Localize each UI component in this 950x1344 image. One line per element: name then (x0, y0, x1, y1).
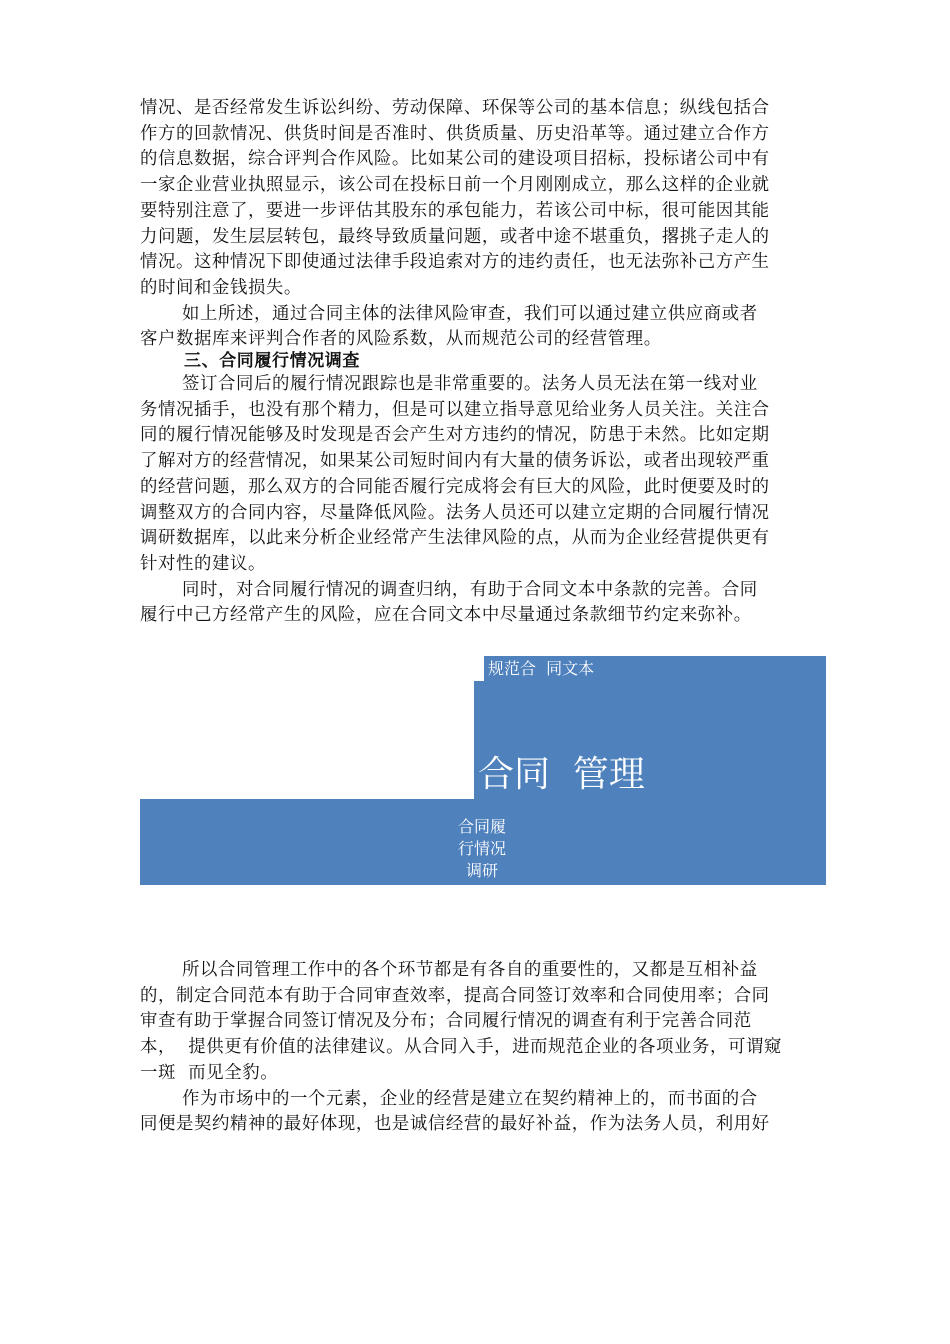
diagram-notch (474, 656, 484, 681)
text-line: 所以合同管理工作中的各个环节都是有各自的重要性的，又都是互相补益 (182, 960, 758, 980)
text-line: 调整双方的合同内容，尽量降低风险。法务人员还可以建立定期的合同履行情况 (140, 502, 770, 523)
text-line: 审查有助于掌握合同签订情况及分布；合同履行情况的调查有利于完善合同范 (140, 1011, 752, 1032)
section-heading: 三、合同履行情况调查 (184, 351, 360, 371)
diagram-label-survey (430, 816, 534, 882)
text-block-3 (140, 958, 825, 1138)
paragraph-continued (140, 96, 825, 302)
contract-management-diagram (140, 656, 826, 885)
diagram-label-line: 行情况 (457, 839, 506, 858)
text-block-1 (140, 96, 825, 353)
text-line: 作方的回款情况、供货时间是否准时、供货质量、历史沿革等。通过建立合作方 (140, 123, 770, 144)
diagram-label-standardize: 规范合 同文本 (488, 659, 595, 678)
text-line: 务情况插手，也没有那个精力，但是可以建立指导意见给业务人员关注。关注合 (140, 399, 770, 420)
diagram-label-line: 合同履 (457, 817, 506, 836)
text-line: 同的履行情况能够及时发现是否会产生对方违约的情况，防患于未然。比如定期 (140, 425, 770, 446)
text-line: 的信息数据，综合评判合作风险。比如某公司的建设项目招标，投标诸公司中有 (140, 149, 770, 170)
text-line: 作为市场中的一个元素，企业的经营是建立在契约精神上的，而书面的合 (182, 1088, 758, 1109)
text-line: 情况、是否经常发生诉讼纠纷、劳动保障、环保等公司的基本信息；纵线包括合 (140, 98, 770, 118)
text-line: 的经营问题，那么双方的合同能否履行完成将会有巨大的风险，此时便要及时的 (140, 476, 770, 497)
text-line: 的，制定合同范本有助于合同审查效率，提高合同签订效率和合同使用率；合同 (140, 985, 770, 1006)
text-line: 针对性的建议。 (140, 553, 266, 574)
paragraph-summary (140, 302, 825, 353)
text-line: 的时间和金钱损失。 (140, 277, 302, 298)
text-line: 签订合同后的履行情况跟踪也是非常重要的。法务人员无法在第一线对业 (182, 374, 758, 394)
diagram-label-management: 合同 管理 (478, 754, 645, 795)
text-line: 如上所述，通过合同主体的法律风险审查，我们可以通过建立供应商或者 (182, 303, 758, 324)
text-line: 同时，对合同履行情况的调查归纳，有助于合同文本中条款的完善。合同 (182, 579, 758, 600)
text-line: 力问题，发生层层转包，最终导致质量问题，或者中途不堪重负，撂挑子走人的 (140, 226, 770, 247)
text-line: 一斑 而见全豹。 (140, 1062, 279, 1083)
paragraph-market (140, 1087, 825, 1138)
text-line: 履行中己方经常产生的风险，应在合同文本中尽量通过条款细节约定来弥补。 (140, 605, 752, 626)
text-block-2 (140, 372, 825, 629)
text-line: 了解对方的经营情况，如果某公司短时间内有大量的债务诉讼，或者出现较严重 (140, 451, 770, 472)
text-line: 一家企业营业执照显示，该公司在投标日前一个月刚刚成立，那么这样的企业就 (140, 175, 770, 196)
text-line: 本， 提供更有价值的法律建议。从合同入手，进而规范企业的各项业务，可谓窥 (140, 1037, 782, 1058)
paragraph-performance (140, 372, 825, 578)
text-line: 同便是契约精神的最好体现，也是诚信经营的最好补益，作为法务人员，利用好 (140, 1114, 770, 1135)
text-line: 客户数据库来评判合作者的风险系数，从而规范公司的经营管理。 (140, 329, 662, 350)
text-line: 情况。这种情况下即使通过法律手段追索对方的违约责任，也无法弥补己方产生 (140, 252, 770, 273)
text-line: 要特别注意了，要进一步评估其股东的承包能力，若该公司中标，很可能因其能 (140, 200, 770, 221)
paragraph-conclusion (140, 958, 825, 1087)
paragraph-meanwhile (140, 578, 825, 629)
text-line: 调研数据库，以此来分析企业经常产生法律风险的点，从而为企业经营提供更有 (140, 528, 770, 549)
diagram-label-line: 调研 (465, 861, 498, 880)
